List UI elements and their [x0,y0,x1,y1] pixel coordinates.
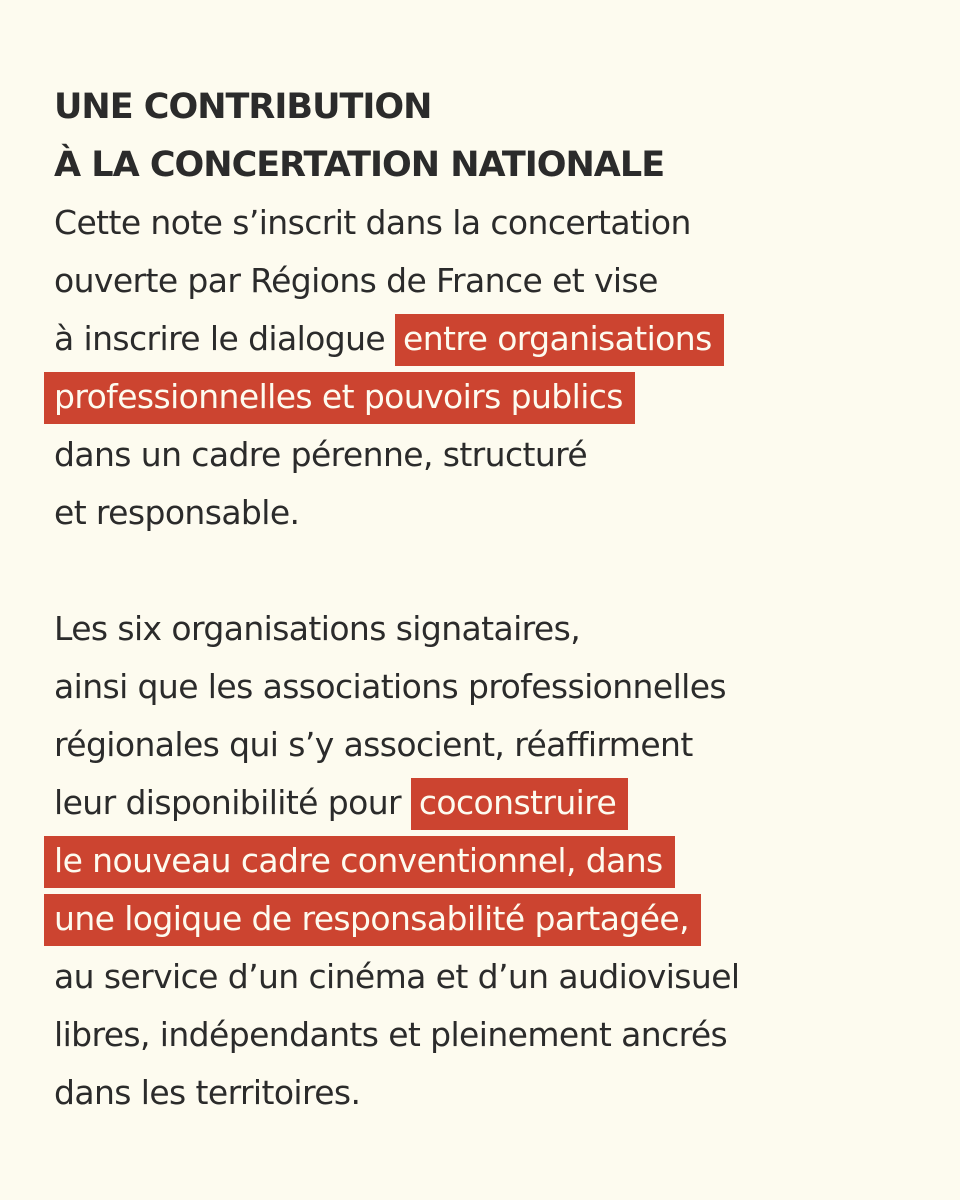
highlighted-text: une logique de responsabilité partagée, [44,894,701,946]
text-line [54,368,920,426]
paragraph-intro [54,194,920,542]
text-line: ainsi que les associations professionnelles [54,667,727,706]
text-line: au service d’un cinéma et d’un audiovisuel [54,957,740,996]
text-fragment: leur disponibilité pour [54,783,401,822]
text-line [54,774,920,832]
highlighted-text: le nouveau cadre conventionnel, dans [44,836,675,888]
text-line [54,832,920,890]
title-line-1: UNE CONTRIBUTION [54,87,432,127]
text-line: régionales qui s’y associent, réaffirment [54,725,693,764]
text-line: et responsable. [54,493,300,532]
text-line: dans un cadre pérenne, structuré [54,435,588,474]
highlighted-text: entre organisations [395,314,724,366]
paragraph-signatories [54,600,920,1122]
text-line: dans les territoires. [54,1073,361,1112]
text-line: ouverte par Régions de France et vise [54,261,658,300]
page-title [54,78,920,194]
highlighted-text: coconstruire [411,778,628,830]
highlighted-text: professionnelles et pouvoirs publics [44,372,635,424]
text-fragment: à inscrire le dialogue [54,319,386,358]
text-line [54,890,920,948]
title-line-2: À LA CONCERTATION NATIONALE [54,145,665,185]
text-line: Les six organisations signataires, [54,609,581,648]
text-line: Cette note s’inscrit dans la concertation [54,203,691,242]
text-line [54,310,920,368]
text-line: libres, indépendants et pleinement ancrés [54,1015,728,1054]
